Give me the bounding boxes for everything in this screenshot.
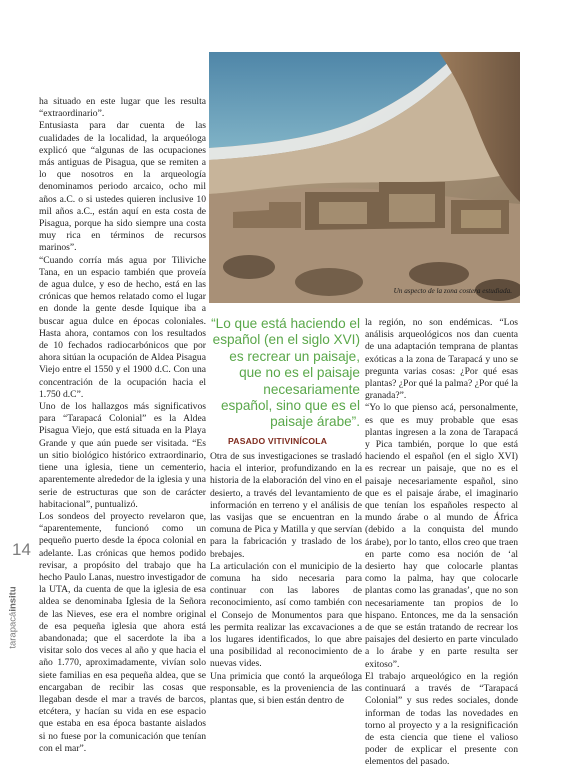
middle-column xyxy=(210,451,362,707)
section-heading: PASADO VITIVINÍCOLA xyxy=(228,436,328,446)
paragraph: Una primicia que contó la arqueóloga responsable, es la proveniencia de las plantas que, si bien están dentro de xyxy=(210,670,362,707)
paragraph: El trabajo arqueológico en la región continuará a través de “Tarapacá Colonial” y sus redes sociales, donde informan de todas las novedades en torno al proyecto y a la resignificación de esta ciencia que tiene el valioso poder de explicar el presente con elementos del pasado. xyxy=(365,670,518,768)
brand-light: tarapacá xyxy=(7,611,19,649)
left-column xyxy=(39,96,206,755)
pull-quote: “Lo que está haciendo el español (en el siglo XVI) es recrear un paisaje, que no es el paisaje necesariamente español, sino que es el paisaje árabe”. xyxy=(211,316,360,430)
page-number: 14 xyxy=(12,540,31,559)
brand-bold: insitu xyxy=(7,586,19,612)
coastal-ruins-photo xyxy=(209,52,520,303)
paragraph: Los sondeos del proyecto revelaron que, “aparentemente, funcionó como un pequeño puerto desde la época colonial en adelante. Las crónicas que hemos podido revisar, a propósito del trabajo que ha hecho Paulo Lanas, nuestro investigador de la UTA, da cuenta de que la iglesia de esa aldea se denominaba Iglesia de la Señora de las Nieves, ese era el nombre original de esa pequeña iglesia que ahora está abandonada; que el sacerdote la iba a visitar solo dos veces al año y que hacia el año 1.770, aproximadamente, vivían solo siete familias en esa pequeña aldea, que se encargaban de recibir las cosas que llegaban desde el mar a través de barcos, etcétera, y hacían su vida en ese espacio que estaba en esa época bastante aislados si no fuese por la comunicación que tenían con el mar”. xyxy=(39,510,206,754)
paragraph: ha situado en este lugar que les resulta “extraordinario”. xyxy=(39,96,206,120)
paragraph: La articulación con el municipio de la comuna ha sido necesaria para continuar con las labores de reconocimiento, así como también con el Consejo de Monumentos para que les permita realizar las excavaciones a los lugares identificados, lo que abre una posibilidad al reconocimiento de nuevas vides. xyxy=(210,560,362,670)
paragraph: Entusiasta para dar cuenta de las cualidades de la localidad, la arqueóloga explicó que “algunas de las ocupaciones más antiguas de Pisagua, que se remiten a lo que nosotros en la arqueología denominamos periodo arcaico, ocho mil años a.C. o si ustedes quieren inclusive 10 mil años a.C., están aquí en esta costa de Pisagua, porque ha sido siempre una costa muy rica en términos de recursos marinos”. xyxy=(39,120,206,254)
paragraph: Otra de sus investigaciones se trasladó hacia el interior, profundizando en la historia de la elaboración del vino en el desierto, a través del levantamiento de información en terreno y el análisis de las vasijas que se encuentran en la comuna de Pica y Matilla y que servían para la fabricación y traslado de los brebajes. xyxy=(210,451,362,560)
magazine-brand xyxy=(8,586,19,648)
paragraph: la región, no son endémicas. “Los análisis arqueológicos nos dan cuenta de una adaptación temprana de plantas exóticas a la zona de Tarapacá y uno se pregunta varias cosas: ¿Por qué esas plantas? ¿Por qué la palma? ¿Por qué la granada?”. xyxy=(365,317,518,402)
paragraph: Uno de los hallazgos más significativos para “Tarapacá Colonial” es la Aldea Pisagua Viejo, que está situada en la Playa Grande y que aún puede ser visitada. “Es un sitio biológico histórico extraordinario, tiene una iglesia, tiene un cementerio, aparentemente alrededor de la iglesia y una serie de estructuras que son de carácter habitacional”, puntualizó. xyxy=(39,401,206,510)
photo-illustration xyxy=(209,52,520,303)
photo-caption: Un aspecto de la zona costera estudiada. xyxy=(393,287,512,295)
right-column xyxy=(365,317,518,769)
paragraph: “Yo lo que pienso acá, personalmente, es que es muy probable que esas plantas ingresen a la zona de Tarapacá y Pica también, porque lo que está haciendo el español (en el siglo XVI) es recrear un paisaje, que no es el paisaje necesariamente español, sino que es el paisaje árabe, el imaginario que tenían los españoles respecto al mundo árabe o al mundo de África (debido a la conquista del mundo árabe), por lo tanto, ellos creo que traen en parte como esa noción de ‘al desierto hay que colocarle plantas como la palma, hay que colocarle plantas como las granadas’, que no son necesariamente tan propios de lo hispano. Entonces, me da la sensación de que se están tratando de recrear los paisajes del desierto en parte vinculado a lo árabe y en parte resulta ser exitoso”. xyxy=(365,402,518,670)
paragraph: “Cuando corría más agua por Tiliviche Tana, en un espacio también que proveía de agua dulce, y eso de hecho, está en las crónicas que hemos relatado como el lugar en donde la gente desde Iquique iba a buscar agua dulce en épocas coloniales. Hasta ahora, contamos con los resultados de 10 fechados radiocarbónicos que por ahora sitúan la ocupación de Aldea Pisagua Viejo entre el 1550 y el 1900 d.C. Con una concentración de la ocupación hacia el 1.750 d.C”. xyxy=(39,254,206,400)
